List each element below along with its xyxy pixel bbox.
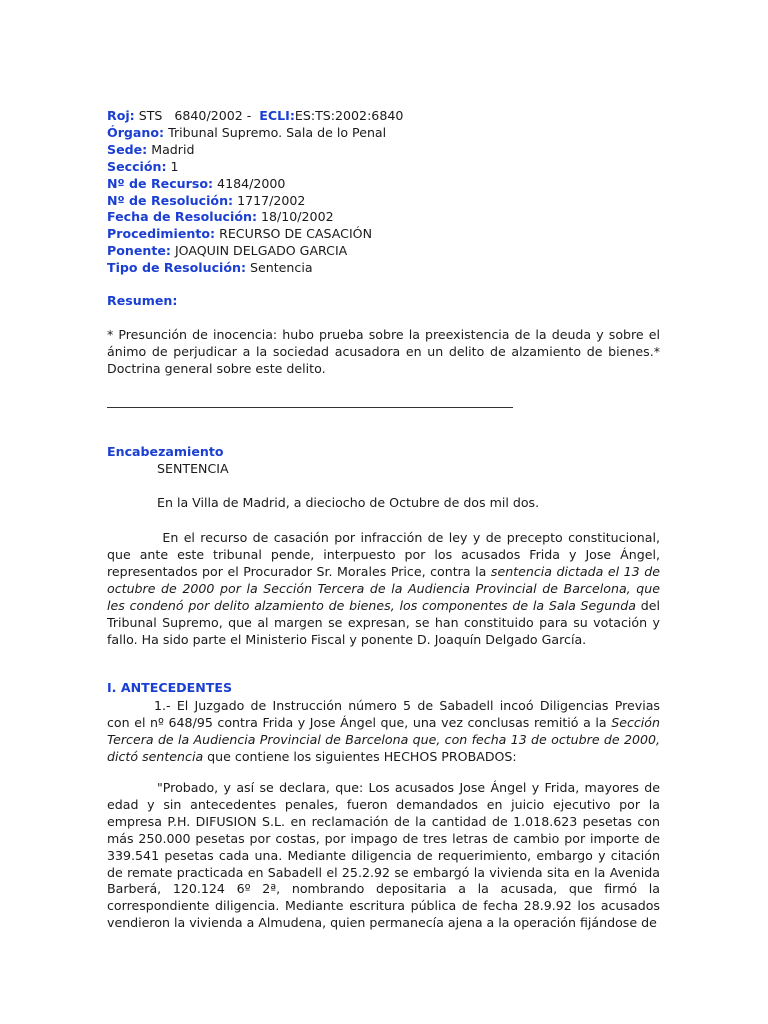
- p2-italic: Sección Tercera de la Audiencia Provincial de Barcelona que, con fecha 13 de octubre de 2000, dictó sentencia: [107, 715, 660, 764]
- ecli-label: ECLI:: [259, 108, 295, 123]
- sede-line: [107, 142, 403, 159]
- organo-value: Tribunal Supremo. Sala de lo Penal: [164, 124, 387, 140]
- procedimiento-line: [107, 226, 403, 243]
- resolucion-label: Nº de Resolución:: [107, 192, 234, 208]
- seccion-label: Sección:: [107, 158, 167, 174]
- fecha-line: [107, 209, 403, 226]
- ponente-line: [107, 243, 403, 260]
- antecedentes-paragraph-1: [107, 697, 660, 765]
- fecha-label: Fecha de Resolución:: [107, 209, 257, 225]
- recurso-line: [107, 176, 403, 193]
- p1-part-a: En el recurso de casación por infracción de ley y de precepto constitucional, que ante este tribunal pende, interpuesto por los acusados Frida y Jose Ángel, representados por el Procurador Sr. Morales Price, contra la: [107, 530, 660, 579]
- antecedentes-heading: I. ANTECEDENTES: [107, 680, 233, 695]
- procedimiento-label: Procedimiento:: [107, 226, 216, 242]
- encabezamiento-heading: Encabezamiento: [107, 444, 224, 459]
- p3-text: "Probado, y así se declara, que: Los acusados Jose Ángel y Frida, mayores de edad y sin antecedentes penales, fueron demandados en juicio ejecutivo por la empresa P.H. DIFUSION S.L. en reclamación de la cantidad de 1.018.623 pesetas con más 250.000 pesetas por costas, por impago de tres letras de cambio por importe de 339.541 pesetas cada una. Mediante diligencia de requerimiento, embargo y citación de remate practicada en Sabadell el 25.2.92 se embargó la vivienda sita en la Avenida Barberá, 120.124 6º 2ª, nombrando depositaria a la acusada, que firmó la correspondiente diligencia. Mediante escritura pública de fecha 28.9.92 los acusados vendieron la vivienda a Almudena, quien permanecía ajena a la operación fijándose de: [107, 780, 660, 931]
- recurso-value: 4184/2000: [213, 175, 286, 191]
- organo-label: Órgano:: [107, 124, 165, 140]
- resumen-text: * Presunción de inocencia: hubo prueba sobre la preexistencia de la deuda y sobre el ánimo de perjudicar a la sociedad acusadora en un delito de alzamiento de bienes.* Doctrina general sobre este delito.: [107, 327, 660, 376]
- horizontal-divider: [107, 407, 513, 408]
- resolucion-line: [107, 193, 403, 210]
- ecli-value: ES:TS:2002:6840: [294, 108, 404, 123]
- sede-value: Madrid: [147, 141, 195, 157]
- organo-line: [107, 125, 403, 142]
- villa-line: En la Villa de Madrid, a dieciocho de Octubre de dos mil dos.: [157, 495, 540, 510]
- procedimiento-value: RECURSO DE CASACIÓN: [215, 226, 373, 242]
- roj-value: STS 6840/2002 -: [134, 108, 260, 123]
- sentencia-title: SENTENCIA: [157, 461, 229, 476]
- sede-label: Sede:: [107, 141, 148, 157]
- encabezamiento-paragraph: [107, 529, 660, 648]
- tipo-line: [107, 260, 403, 277]
- p2-part-b: que contiene los siguientes HECHOS PROBADOS:: [207, 749, 517, 764]
- metadata-block: [107, 108, 403, 277]
- ponente-value: JOAQUIN DELGADO GARCIA: [170, 243, 348, 259]
- p1-part-b: del Tribunal Supremo, que al margen se expresan, se han constituido para su votación y fallo. Ha sido parte el Ministerio Fiscal y ponente D. Joaquín Delgado García.: [107, 598, 660, 647]
- p2-part-a: 1.- El Juzgado de Instrucción número 5 de Sabadell incoó Diligencias Previas con el nº 648/95 contra Frida y Jose Ángel que, una vez conclusas remitió a la: [107, 698, 660, 730]
- recurso-label: Nº de Recurso:: [107, 175, 214, 191]
- roj-line: [107, 108, 403, 125]
- p1-italic: sentencia dictada el 13 de octubre de 2000 por la Sección Tercera de la Audiencia Provincial de Barcelona, que les condenó por delito alzamiento de bienes, los componentes de la Sala Segunda: [107, 564, 660, 613]
- roj-label: Roj:: [107, 108, 135, 123]
- hechos-probados-paragraph: [107, 780, 660, 932]
- seccion-value: 1: [166, 158, 179, 174]
- ponente-label: Ponente:: [107, 243, 171, 259]
- fecha-value: 18/10/2002: [257, 209, 334, 225]
- tipo-value: Sentencia: [246, 260, 313, 276]
- resumen-heading: Resumen:: [107, 293, 178, 308]
- tipo-label: Tipo de Resolución:: [107, 260, 247, 276]
- resolucion-value: 1717/2002: [233, 192, 306, 208]
- seccion-line: [107, 159, 403, 176]
